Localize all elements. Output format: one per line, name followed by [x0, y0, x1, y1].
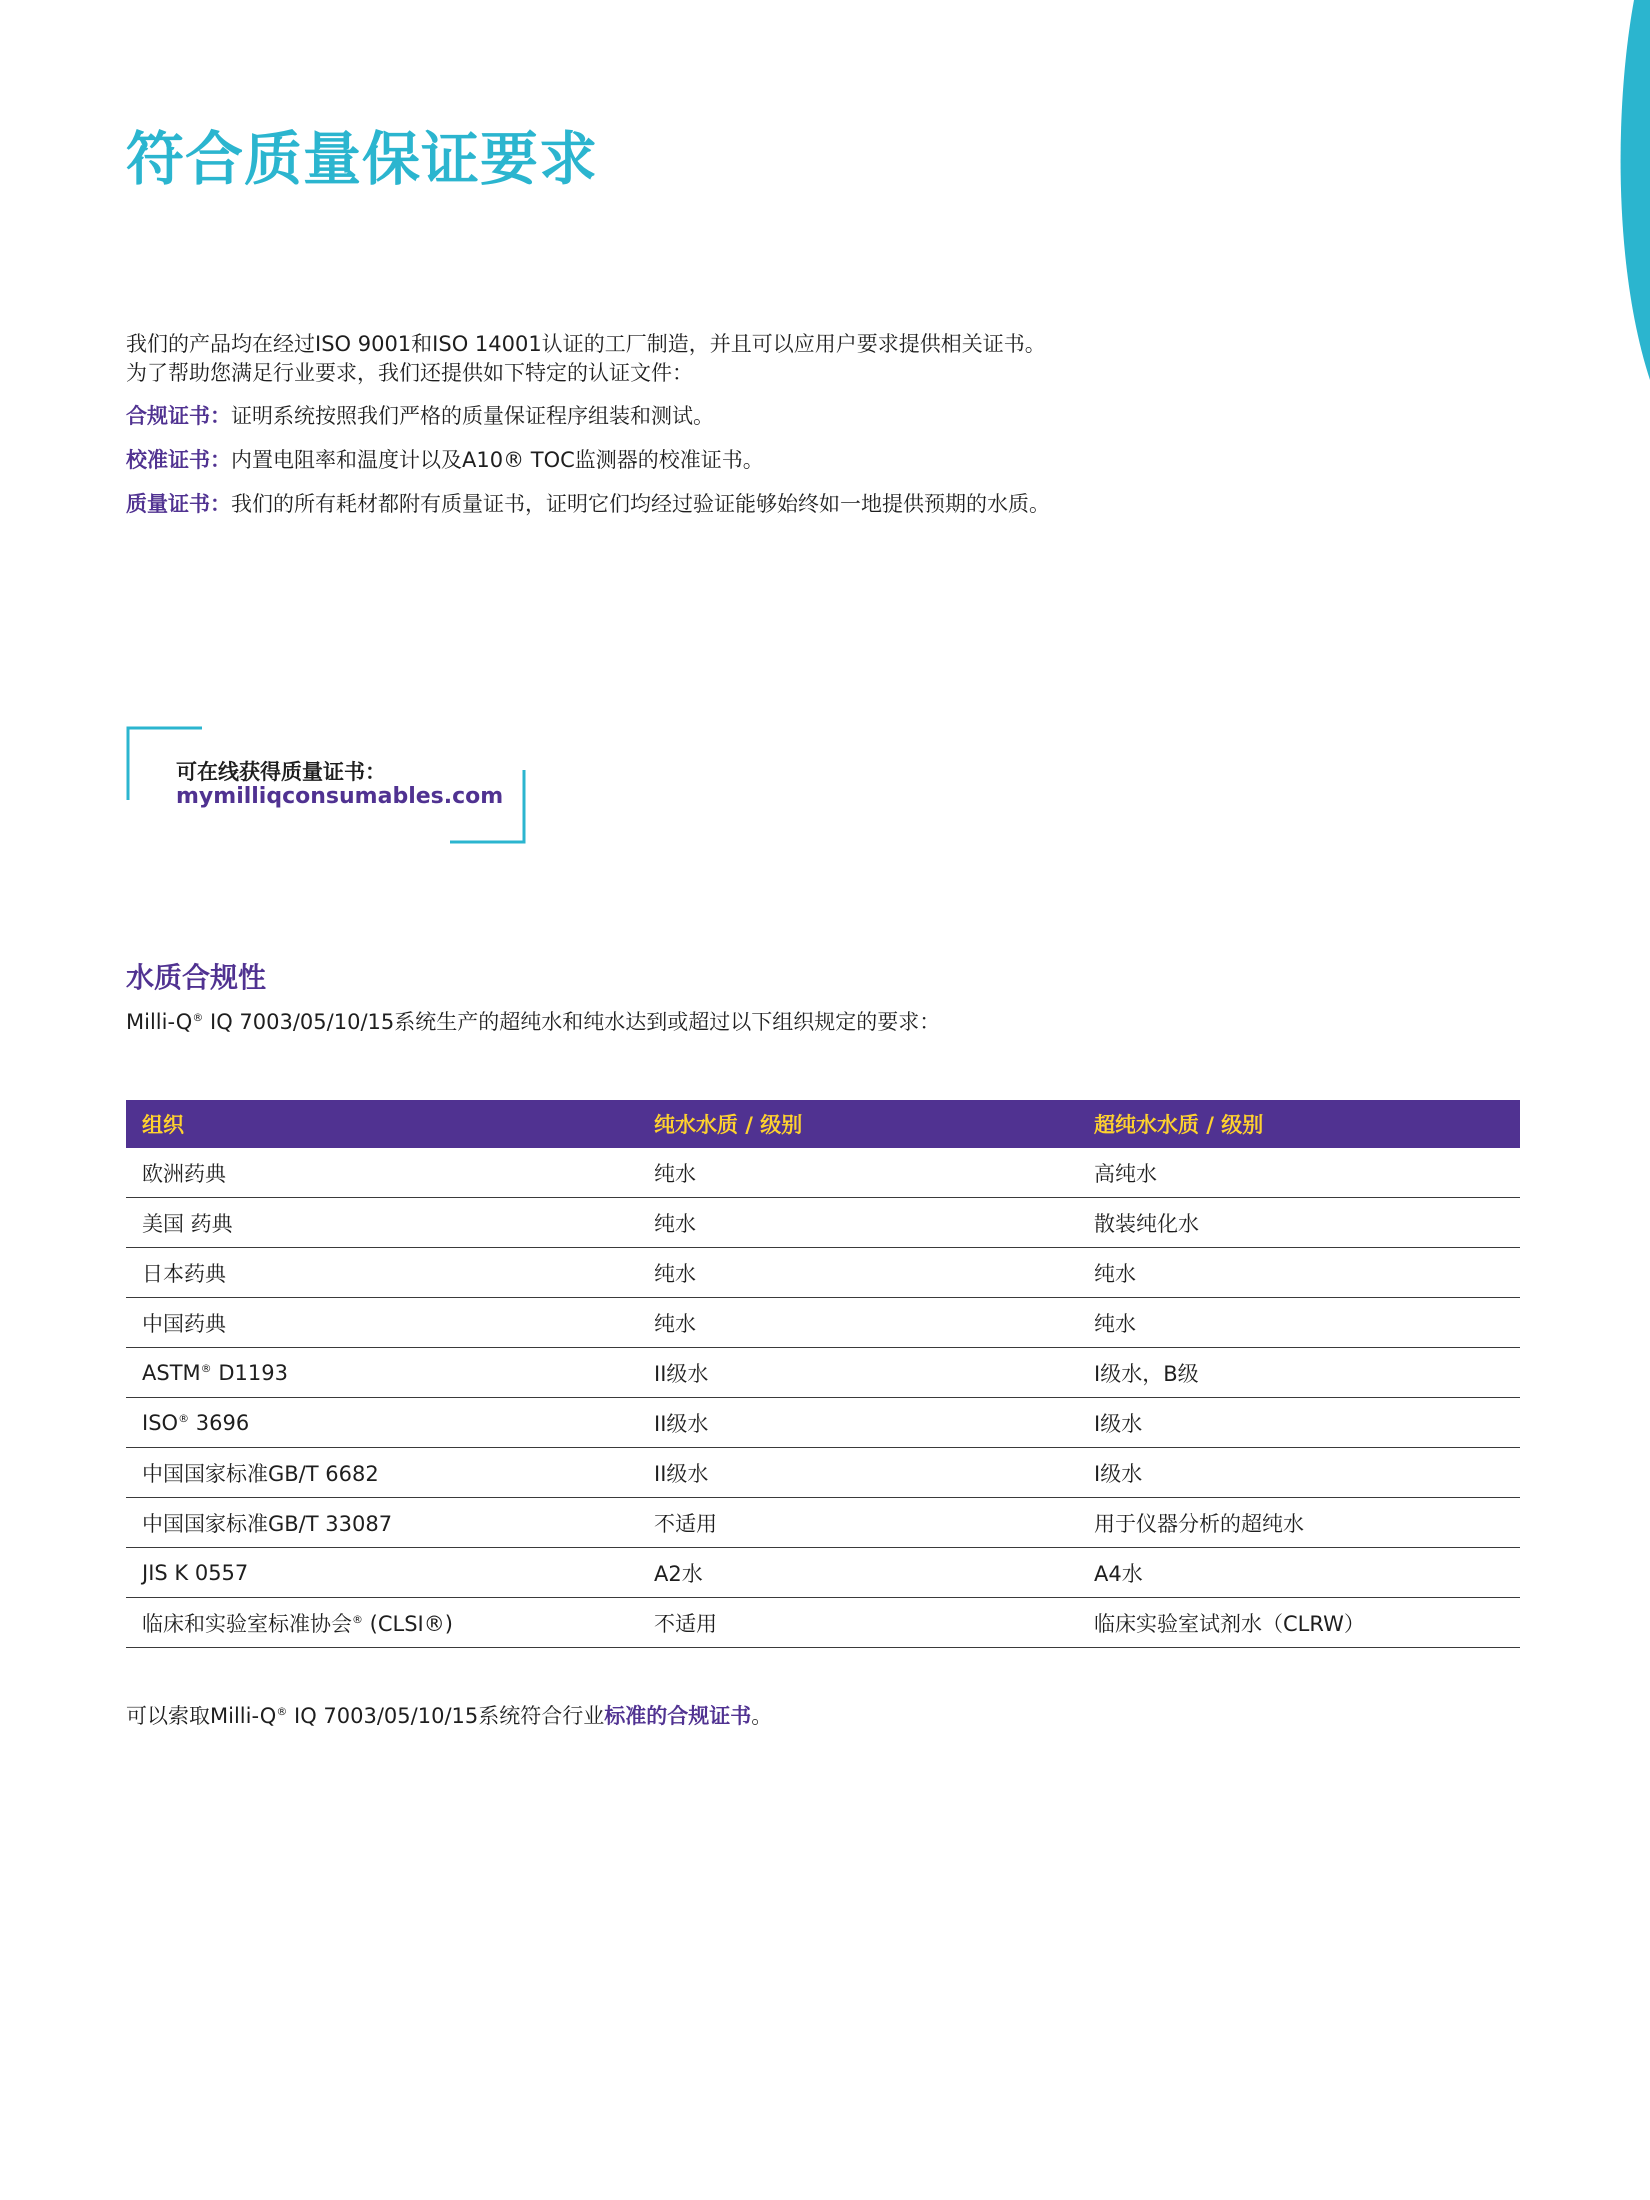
cell-ultrapure-water: 用于仪器分析的超纯水: [1078, 1498, 1520, 1548]
cell-organization: [126, 1248, 638, 1298]
organization-suffix: D1193: [211, 1360, 288, 1385]
registered-mark: ®: [178, 1411, 190, 1425]
header-ultrapure-water: 超纯水水质 / 级别: [1078, 1100, 1520, 1148]
certificate-label: 质量证书：: [126, 492, 231, 516]
cell-pure-water: 纯水: [638, 1248, 1078, 1298]
organization-name: 中国药典: [142, 1311, 226, 1336]
cell-ultrapure-water: 纯水: [1078, 1298, 1520, 1348]
registered-mark: ®: [192, 1011, 204, 1024]
organization-name: 中国国家标准GB/T 33087: [142, 1511, 393, 1536]
compliance-table: [126, 1100, 1520, 1648]
section-intro: [126, 1006, 940, 1036]
cell-organization: [126, 1348, 638, 1398]
organization-name: 欧洲药典: [142, 1161, 226, 1186]
cell-pure-water: 不适用: [638, 1598, 1078, 1648]
table-row: [126, 1198, 1520, 1248]
intro-text: IQ 7003/05/10/15系统生产的超纯水和纯水达到或超过以下组织规定的要求：: [203, 1010, 941, 1034]
cell-organization: [126, 1198, 638, 1248]
section-title: 水质合规性: [126, 961, 267, 994]
online-certificate-callout: [126, 726, 526, 844]
certificate-label: 校准证书：: [126, 448, 231, 472]
table-row: [126, 1498, 1520, 1548]
table-row: [126, 1298, 1520, 1348]
cell-organization: [126, 1548, 638, 1598]
organization-suffix: (CLSI®): [363, 1611, 453, 1636]
intro-brand: Milli-Q: [126, 1010, 193, 1034]
decorative-arc: [1610, 0, 1650, 380]
header-organization: 组织: [126, 1100, 638, 1148]
cell-organization: [126, 1148, 638, 1198]
table-header-row: [126, 1100, 1520, 1148]
certificate-text: 内置电阻率和温度计以及A10® TOC监测器的校准证书。: [231, 448, 764, 472]
callout-heading: 可在线获得质量证书：: [176, 760, 386, 784]
certificate-label: 合规证书：: [126, 404, 231, 428]
organization-name: 中国国家标准GB/T 6682: [142, 1461, 379, 1486]
certificate-text: 证明系统按照我们严格的质量保证程序组装和测试。: [231, 404, 714, 428]
consumables-link[interactable]: mymilliqconsumables.com: [176, 784, 504, 809]
cell-organization: [126, 1448, 638, 1498]
table-row: [126, 1398, 1520, 1448]
cell-organization: [126, 1598, 638, 1648]
cell-ultrapure-water: 临床实验室试剂水（CLRW）: [1078, 1598, 1520, 1648]
table-row: [126, 1598, 1520, 1648]
organization-name: 美国 药典: [142, 1211, 233, 1236]
compliance-certificate-link[interactable]: 标准的合规证书: [604, 1704, 752, 1728]
certificate-list: [126, 400, 1426, 532]
table-row: [126, 1448, 1520, 1498]
cell-ultrapure-water: I级水: [1078, 1448, 1520, 1498]
cell-ultrapure-water: A4水: [1078, 1548, 1520, 1598]
cell-organization: [126, 1298, 638, 1348]
table-row: [126, 1248, 1520, 1298]
certificate-item-calibration: [126, 444, 1426, 488]
organization-name: JIS K 0557: [142, 1560, 249, 1585]
organization-name: ASTM: [142, 1360, 201, 1385]
cell-ultrapure-water: I级水，B级: [1078, 1348, 1520, 1398]
table-row: [126, 1548, 1520, 1598]
certificate-item-quality: [126, 488, 1426, 532]
intro-line: 为了帮助您满足行业要求，我们还提供如下特定的认证文件：: [126, 361, 693, 385]
footnote-middle: IQ 7003/05/10/15系统符合行业: [287, 1704, 605, 1728]
cell-organization: [126, 1498, 638, 1548]
organization-name: ISO: [142, 1410, 179, 1435]
table-row: [126, 1348, 1520, 1398]
cell-pure-water: II级水: [638, 1448, 1078, 1498]
organization-name: 日本药典: [142, 1261, 226, 1286]
organization-name: 临床和实验室标准协会: [142, 1611, 352, 1636]
footnote-prefix: 可以索取Milli-Q: [126, 1704, 277, 1728]
organization-suffix: 3696: [189, 1410, 250, 1435]
intro-line: 我们的产品均在经过ISO 9001和ISO 14001认证的工厂制造，并且可以应用户要求提供相关证书。: [126, 332, 1046, 356]
certificate-item-compliance: [126, 400, 1426, 444]
cell-ultrapure-water: 高纯水: [1078, 1148, 1520, 1198]
cell-ultrapure-water: 散装纯化水: [1078, 1198, 1520, 1248]
cell-pure-water: 纯水: [638, 1298, 1078, 1348]
cell-pure-water: 不适用: [638, 1498, 1078, 1548]
cell-ultrapure-water: I级水: [1078, 1398, 1520, 1448]
cell-pure-water: 纯水: [638, 1148, 1078, 1198]
cell-pure-water: II级水: [638, 1348, 1078, 1398]
registered-mark: ®: [352, 1612, 363, 1626]
footnote: [126, 1700, 772, 1730]
table-row: [126, 1148, 1520, 1198]
intro-paragraph: [126, 330, 1406, 388]
cell-pure-water: II级水: [638, 1398, 1078, 1448]
certificate-text: 我们的所有耗材都附有质量证书，证明它们均经过验证能够始终如一地提供预期的水质。: [231, 492, 1050, 516]
registered-mark: ®: [276, 1705, 288, 1718]
cell-pure-water: 纯水: [638, 1198, 1078, 1248]
registered-mark: ®: [200, 1361, 212, 1375]
header-pure-water: 纯水水质 / 级别: [638, 1100, 1078, 1148]
cell-organization: [126, 1398, 638, 1448]
page-title: 符合质量保证要求: [126, 125, 599, 193]
cell-pure-water: A2水: [638, 1548, 1078, 1598]
footnote-suffix: 。: [751, 1704, 773, 1728]
cell-ultrapure-water: 纯水: [1078, 1248, 1520, 1298]
